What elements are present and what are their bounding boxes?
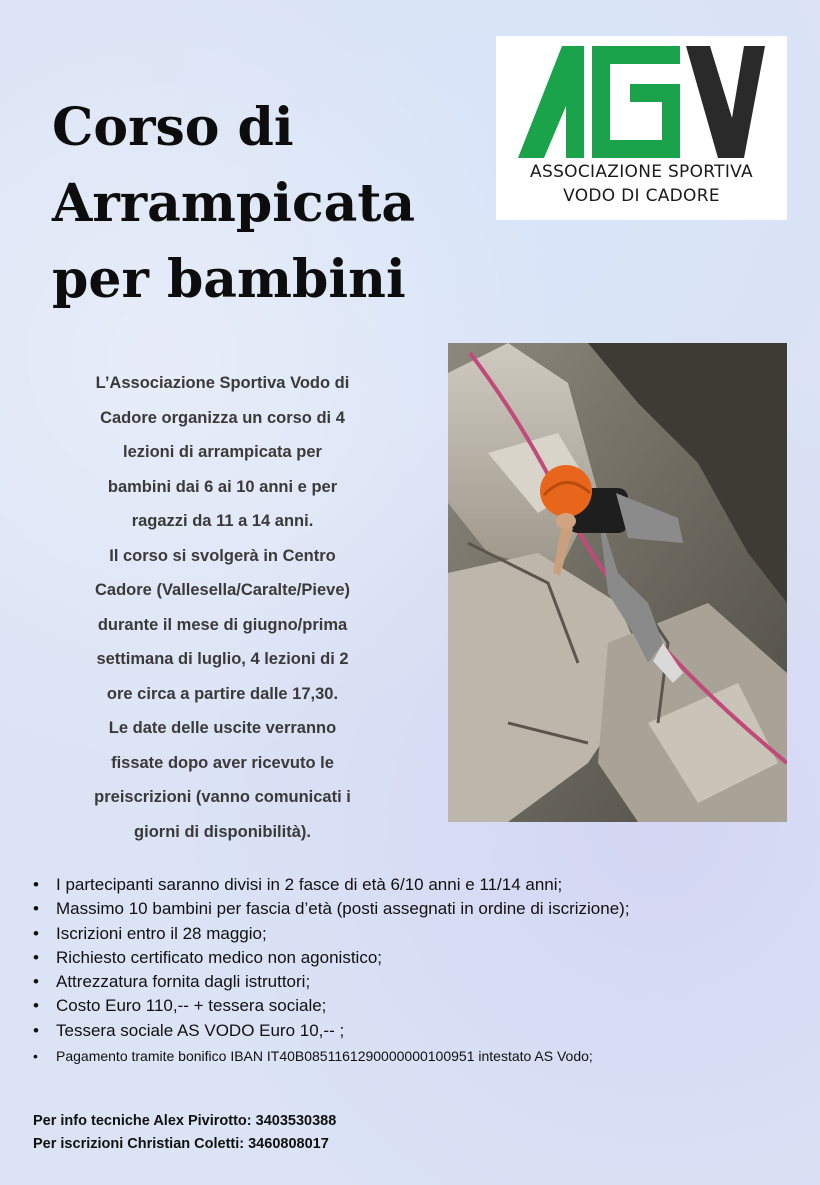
bullet-icon: •: [33, 875, 39, 894]
page-title: [52, 90, 472, 318]
list-item: [30, 1043, 810, 1069]
list-item-text: Iscrizioni entro il 28 maggio;: [56, 923, 267, 943]
bullet-icon: •: [33, 972, 39, 992]
bullet-icon: •: [33, 923, 39, 943]
climber-photo: [448, 343, 787, 822]
list-item-text: Costo Euro 110,-- + tessera sociale;: [56, 996, 327, 1016]
logo-text-line-1: ASSOCIAZIONE SPORTIVA: [530, 162, 753, 182]
title-line-1: Corso di: [52, 97, 294, 158]
intro-paragraph: [30, 366, 415, 849]
climber-photo-icon: [448, 343, 787, 822]
title-line-2: Arrampicata: [52, 173, 416, 234]
logo-text-line-2: VODO DI CADORE: [563, 186, 720, 206]
bullet-icon: •: [33, 1048, 38, 1065]
asv-logo: [496, 36, 787, 220]
bullet-icon: •: [33, 899, 39, 919]
intro-line: Cadore organizza un corso di 4: [100, 408, 345, 427]
intro-line: L’Associazione Sportiva Vodo di: [95, 374, 350, 392]
list-item-text: Tessera sociale AS VODO Euro 10,-- ;: [56, 1020, 345, 1040]
list-item-text: Attrezzatura fornita dagli istruttori;: [56, 972, 311, 992]
intro-line: ragazzi da 11 a 14 anni.: [131, 512, 314, 530]
intro-line: Il corso si svolgerà in Centro: [109, 546, 336, 565]
rules-list: [30, 873, 810, 1069]
list-item-text: Richiesto certificato medico non agonistico;: [56, 947, 382, 967]
intro-line: settimana di luglio, 4 lezioni di 2: [96, 650, 349, 668]
contacts: [33, 1110, 336, 1156]
list-item-text: Massimo 10 bambini per fascia d’età (posti assegnati in ordine di iscrizione);: [56, 899, 630, 919]
list-item: [30, 922, 810, 946]
intro-line: ore circa a partire dalle 17,30.: [106, 684, 339, 703]
list-item: [30, 1019, 810, 1043]
intro-line: lezioni di arrampicata per: [123, 443, 322, 461]
title-line-3: per bambini: [52, 249, 406, 310]
intro-line: fissate dopo aver ricevuto le: [111, 753, 334, 772]
bullet-icon: •: [33, 996, 39, 1016]
intro-line: preiscrizioni (vanno comunicati i: [94, 788, 351, 806]
contact-tech: Per info tecniche Alex Pivirotto: 3403530388: [33, 1113, 337, 1129]
contact-signup: Per iscrizioni Christian Coletti: 3460808017: [33, 1136, 329, 1152]
bullet-icon: •: [33, 947, 39, 967]
list-item-text: I partecipanti saranno divisi in 2 fasce di età 6/10 anni e 11/14 anni;: [56, 875, 563, 894]
intro-line: durante il mese di giugno/prima: [97, 615, 348, 634]
bullet-icon: •: [33, 1020, 39, 1040]
list-item: [30, 873, 810, 897]
intro-line: giorni di disponibilità).: [134, 822, 311, 841]
asv-logo-mark-icon: [518, 46, 765, 158]
intro-line: Cadore (Vallesella/Caralte/Pieve): [95, 581, 350, 599]
list-item: [30, 970, 810, 994]
list-item-text: Pagamento tramite bonifico IBAN IT40B0851161290000000100951 intestato AS Vodo;: [56, 1048, 593, 1065]
intro-line: Le date delle uscite verranno: [108, 719, 337, 737]
list-item: [30, 897, 810, 921]
list-item: [30, 946, 810, 970]
intro-line: bambini dai 6 ai 10 anni e per: [107, 477, 338, 496]
list-item: [30, 994, 810, 1018]
